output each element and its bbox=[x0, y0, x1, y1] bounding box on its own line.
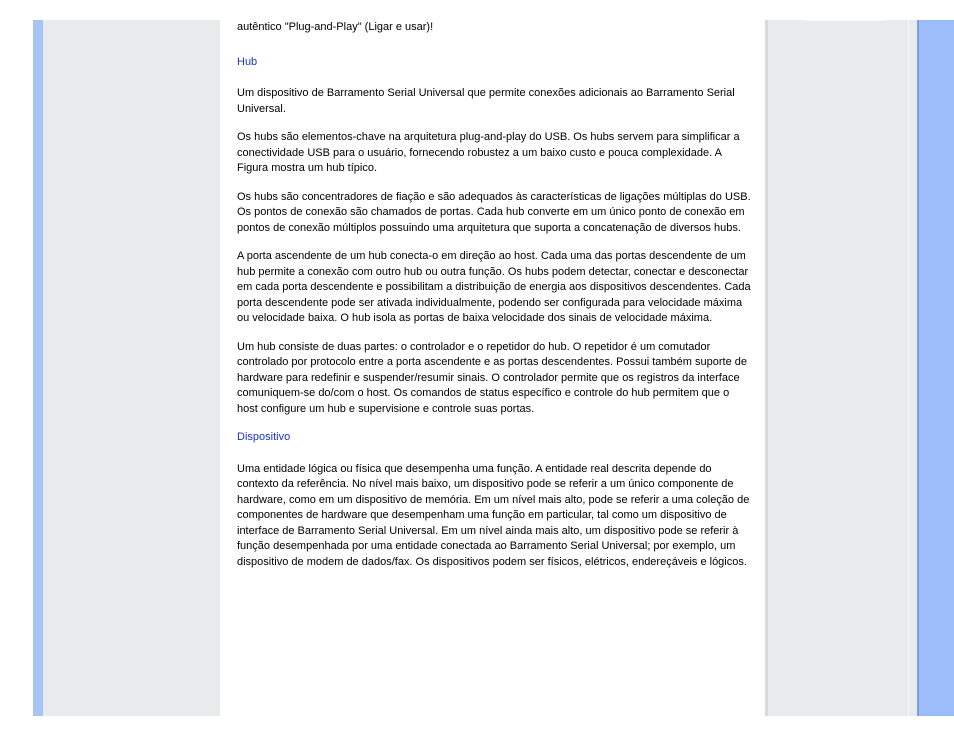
paragraph: Um hub consiste de duas partes: o controlador e o repetidor do hub. O repetidor é um comutador controlado por protocolo entre a porta ascendente e as portas descendentes. Possui também suporte de hardware para redefinir e suspender/resumir sinais. O controlador permite que os registros da interface comuniquem-se do/com o host. Os comandos de status específico e controle do hub permitem que o host configure um hub e supervisione e controle suas portas. bbox=[237, 340, 747, 415]
term-heading-hub[interactable]: Hub bbox=[237, 55, 258, 68]
paragraph: Uma entidade lógica ou física que desempenha uma função. A entidade real descrita depende do contexto da referência. No nível mais baixo, um dispositivo pode se referir a um único componente de hardware, como em um dispositivo de memória. Em um nível mais alto, pode se referir a uma coleção de componentes de hardware que desempenham uma função em particular, tal como um dispositivo de interface de Barramento Serial Universal. Em um nível ainda mais alto, um dispositivo pode se referir à função desempenhada por uma entidade conectada ao Barramento Serial Universal; por exemplo, um dispositivo de modem de dados/fax. Os dispositivos podem ser físicos, elétricos, endereçáveis e lógicos. bbox=[237, 462, 750, 568]
left-sidebar bbox=[43, 20, 220, 716]
right-accent-bar bbox=[917, 20, 954, 716]
paragraph: Um dispositivo de Barramento Serial Universal que permite conexões adicionais ao Barramento Serial Universal. bbox=[237, 87, 735, 115]
document-body bbox=[237, 20, 752, 583]
paragraph: Os hubs são elementos-chave na arquitetura plug-and-play do USB. Os hubs servem para simplificar a conectividade USB para o usuário, fornecendo robustez a um baixo custo e pouca complexidade. A Figura mostra um hub típico. bbox=[237, 131, 740, 174]
left-accent-bar bbox=[33, 20, 43, 716]
paragraph: Os hubs são concentradores de fiação e são adequados às características de ligações múltiplas do USB. Os pontos de conexão são chamados de portas. Cada hub converte em um único ponto de conexão em pontos de conexão múltiplos possuindo uma arquitetura que suporta a concatenação de diversos hubs. bbox=[237, 190, 751, 234]
right-sidebar bbox=[765, 20, 917, 716]
paragraph: A porta ascendente de um hub conecta-o em direção ao host. Cada uma das portas descendente de um hub permite a conexão com outro hub ou outra função. Os hubs podem detectar, conectar e desconectar em cada porta descendente e possibilitam a distribuição de energia aos dispositivos descendentes. Cada porta descendente pode ser ativada individualmente, podendo ser configurada para velocidade máxima ou velocidade baixa. O hub isola as portas de baixa velocidade dos sinais de velocidade máxima. bbox=[237, 250, 751, 324]
term-heading-dispositivo[interactable]: Dispositivo bbox=[237, 431, 291, 443]
intro-fragment: autêntico "Plug-and-Play" (Ligar e usar)! bbox=[237, 21, 434, 33]
